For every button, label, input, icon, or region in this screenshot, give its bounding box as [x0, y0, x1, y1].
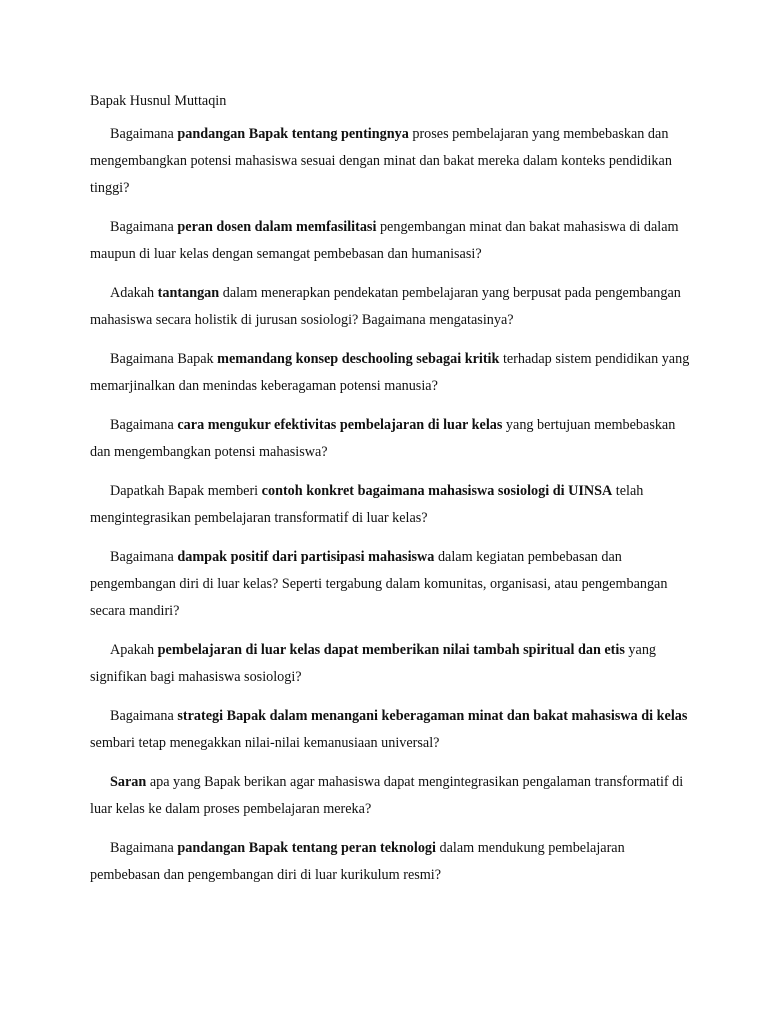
- question-text: proses pembelajaran yang membebaskan dan mengembangkan potensi mahasiswa sesuai dengan minat dan bakat mereka dalam konteks pendidikan tinggi?: [90, 126, 672, 196]
- question-text: apa yang Bapak berikan agar mahasiswa dapat mengintegrasikan pengalaman transformatif di luar kelas ke dalam proses pembelajaran mereka?: [90, 774, 684, 817]
- question-paragraph: [90, 412, 690, 466]
- question-paragraph: [90, 478, 690, 532]
- question-text: Bagaimana: [110, 417, 178, 433]
- question-paragraph: [90, 121, 690, 202]
- question-text: dalam kegiatan pembebasan dan pengembangan diri di luar kelas? Seperti tergabung dalam komunitas, organisasi, atau pengembangan secara mandiri?: [90, 549, 668, 619]
- question-emphasis: memandang konsep deschooling sebagai kritik: [217, 351, 500, 367]
- question-paragraph: [90, 214, 690, 268]
- question-text: Bagaimana: [110, 549, 178, 565]
- question-text: dalam menerapkan pendekatan pembelajaran yang berpusat pada pengembangan mahasiswa secara holistik di jurusan sosiologi? Bagaimana mengatasinya?: [90, 285, 681, 328]
- question-text: telah mengintegrasikan pembelajaran transformatif di luar kelas?: [90, 483, 644, 526]
- question-text: Bagaimana: [110, 219, 178, 235]
- question-paragraph: [90, 637, 690, 691]
- question-emphasis: dampak positif dari partisipasi mahasiswa: [177, 549, 435, 565]
- question-emphasis: Saran: [110, 774, 147, 790]
- question-text: yang bertujuan membebaskan dan mengembangkan potensi mahasiswa?: [90, 417, 676, 460]
- question-text: Apakah: [110, 642, 158, 658]
- question-emphasis: tantangan: [157, 285, 220, 301]
- question-emphasis: contoh konkret bagaimana mahasiswa sosiologi di UINSA: [261, 483, 613, 499]
- question-paragraph: [90, 769, 690, 823]
- question-paragraph: [90, 835, 690, 889]
- document-body: [90, 88, 690, 901]
- question-emphasis: cara mengukur efektivitas pembelajaran di luar kelas: [177, 417, 503, 433]
- question-paragraph: [90, 280, 690, 334]
- question-text: Dapatkah Bapak memberi: [110, 483, 262, 499]
- question-emphasis: pembelajaran di luar kelas dapat memberikan nilai tambah spiritual dan etis: [157, 642, 625, 658]
- question-text: Adakah: [110, 285, 158, 301]
- question-emphasis: pandangan Bapak tentang pentingnya: [177, 126, 409, 142]
- question-paragraph: [90, 544, 690, 625]
- question-text: Bagaimana Bapak: [110, 351, 218, 367]
- question-text: Bagaimana: [110, 840, 178, 856]
- question-paragraph: [90, 346, 690, 400]
- question-emphasis: pandangan Bapak tentang peran teknologi: [177, 840, 436, 856]
- document-heading: Bapak Husnul Muttaqin: [90, 93, 227, 109]
- question-emphasis: peran dosen dalam memfasilitasi: [177, 219, 377, 235]
- question-text: Bagaimana: [110, 708, 178, 724]
- question-text: yang signifikan bagi mahasiswa sosiologi?: [90, 642, 657, 685]
- question-text: Bagaimana: [110, 126, 178, 142]
- question-text: pengembangan minat dan bakat mahasiswa di dalam maupun di luar kelas dengan semangat pembebasan dan humanisasi?: [90, 219, 679, 262]
- question-text: sembari tetap menegakkan nilai-nilai kemanusiaan universal?: [90, 735, 440, 751]
- question-emphasis: strategi Bapak dalam menangani keberagaman minat dan bakat mahasiswa di kelas: [177, 708, 688, 724]
- question-paragraph: [90, 703, 690, 757]
- question-text: dalam mendukung pembelajaran pembebasan dan pengembangan diri di luar kurikulum resmi?: [90, 840, 625, 883]
- question-text: terhadap sistem pendidikan yang memarjinalkan dan menindas keberagaman potensi manusia?: [90, 351, 690, 394]
